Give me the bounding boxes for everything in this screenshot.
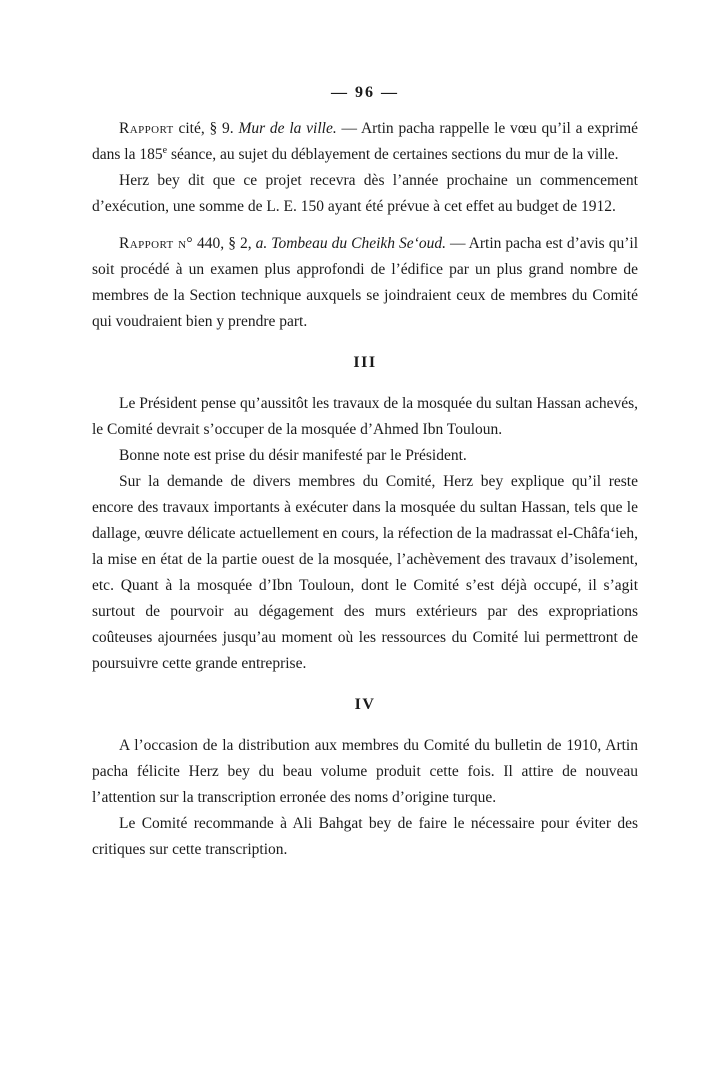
paragraph-recommandation-bahgat [92,811,638,863]
paragraph-text: Le Président pense qu’aussitôt les travaux de la mosquée du sultan Hassan achevés, le Comité devrait s’occuper de la mosquée d’Ahmed Ibn Touloun. [92,395,638,438]
rapport-label: Rapport [119,120,174,137]
italic-title-tombeau-cheikh-seoud: a. Tombeau du Cheikh Se‘oud. [255,235,446,252]
paragraph-text: — Artin pacha est d’avis qu’il soit procédé à un examen plus approfondi de l’édifice par un plus grand nombre de membres de la Section technique auxquels se joindraient ceux de membres du Comité qui voudraient bien y prendre part. [92,235,639,330]
text-block [92,84,638,863]
section-heading-iii: III [353,354,377,371]
paragraph-president-touloun [92,391,638,443]
paragraph-text: Herz bey dit que ce projet recevra dès l’année prochaine un commencement d’exécution, une somme de L. E. 150 ayant été prévue à cet effet au budget de 1912. [92,172,638,215]
paragraph-text: 440, § 2, [193,235,256,252]
paragraph-text: Bonne note est prise du désir manifesté par le Président. [119,447,467,464]
paragraph-herz-bey-budget [92,168,638,220]
paragraph-text: Sur la demande de divers membres du Comité, Herz bey explique qu’il reste encore des travaux importants à exécuter dans la mosquée du sultan Hassan, tels que le dallage, œuvre délicate actuellement en cours, la réfection de la madrassat el-Châfa‘ieh, la mise en état de la partie ouest de la mosquée, l’achèvement des travaux d’isolement, etc. Quant à la mosquée d’Ibn Touloun, dont le Comité s’est déjà occupé, il s’agit surtout de pourvoir au dégagement des murs extérieurs par des expropriations coûteuses ajournées jusqu’au moment où les ressources du Comité lui permettront de poursuivre cette grande entreprise. [92,473,638,672]
paragraph-travaux-restants [92,469,638,677]
paragraph-bulletin-1910 [92,733,638,811]
paragraph-text: A l’occasion de la distribution aux membres du Comité du bulletin de 1910, Artin pacha félicite Herz bey du beau volume produit cette fois. Il attire de nouveau l’attention sur la transcription erronée des noms d’origine turque. [92,737,638,806]
italic-title-mur-de-la-ville: Mur de la ville. [238,120,337,137]
page-number-header: — 96 — [331,84,399,101]
superscript-e: e [162,144,168,156]
paragraph-text: cité, § 9. [173,120,239,137]
paragraph-text: séance, au sujet du déblayement de certaines sections du mur de la ville. [167,146,619,163]
rapport-label: Rapport n° [119,235,194,252]
paragraph-rapport-cite [92,116,638,168]
section-heading-iv: IV [354,696,376,713]
paragraph-text: — Artin pacha rappelle le vœu qu’il a exprimé dans la 185 [92,120,639,163]
paragraph-text: Le Comité recommande à Ali Bahgat bey de faire le nécessaire pour éviter des critiques sur cette transcription. [92,815,638,858]
paragraph-bonne-note [92,443,638,469]
paragraph-rapport-440 [92,231,638,335]
